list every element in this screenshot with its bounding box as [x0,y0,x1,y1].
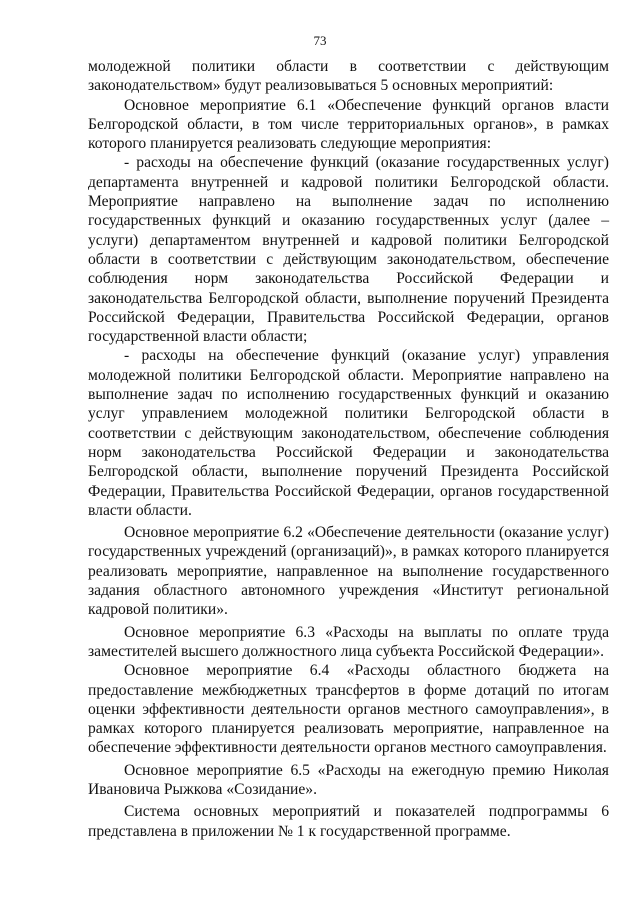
paragraph-measure-6-3: Основное мероприятие 6.3 «Расходы на выплаты по оплате труда заместителей высшего должностного лица субъекта Российской Федерации». [88,623,609,660]
document-body [88,57,609,841]
paragraph-expenses-youth-policy: - расходы на обеспечение функций (оказание услуг) управления молодежной политики Белгородской области. Мероприятие направлено на выполнение задач по исполнению государственных функций и оказанию услуг управлением молодежной политики Белгородской области в соответствии с действующим законодательством, обеспечение соблюдения норм законодательства Российской Федерации и законодательства Белгородской области, выполнение поручений Президента Российской Федерации, Правительства Российской Федерации, органов государственной власти области. [88,347,609,519]
paragraph-system-summary: Система основных мероприятий и показателей подпрограммы 6 представлена в приложении № 1 к государственной программе. [88,803,609,840]
paragraph-continuation: молодежной политики области в соответствии с действующим законодательством» будут реализовываться 5 основных мероприятий: [88,58,609,95]
page-number: 73 [313,33,327,48]
paragraph-measure-6-4: Основное мероприятие 6.4 «Расходы областного бюджета на предоставление межбюджетных трансфертов в форме дотаций по итогам оценки эффективности деятельности органов местного самоуправления», в рамках которого планируется реализовать мероприятие, направленное на обеспечение эффективности деятельности органов местного самоуправления. [88,662,609,757]
paragraph-measure-6-1: Основное мероприятие 6.1 «Обеспечение функций органов власти Белгородской области, в том числе территориальных органов», в рамках которого планируется реализовать следующие мероприятия: [88,96,609,153]
paragraph-measure-6-2: Основное мероприятие 6.2 «Обеспечение деятельности (оказание услуг) государственных учреждений (организаций)», в рамках которого планируется реализовать мероприятие, направленное на выполнение государственного задания областного автономного учреждения «Институт региональной кадровой политики». [88,524,609,619]
paragraph-measure-6-5: Основное мероприятие 6.5 «Расходы на ежегодную премию Николая Ивановича Рыжкова «Созидание». [88,761,609,798]
paragraph-expenses-department: - расходы на обеспечение функций (оказание государственных услуг) департамента внутренней и кадровой политики Белгородской области. Мероприятие направлено на выполнение задач по исполнению государственных функций и оказанию государственных услуг (далее – услуги) департаментом внутренней и кадровой политики Белгородской области в соответствии с действующим законодательством, обеспечение соблюдения норм законодательства Российской Федерации и законодательства Белгородской области, выполнение поручений Президента Российской Федерации, Правительства Российской Федерации, органов государственной власти области; [88,154,609,346]
